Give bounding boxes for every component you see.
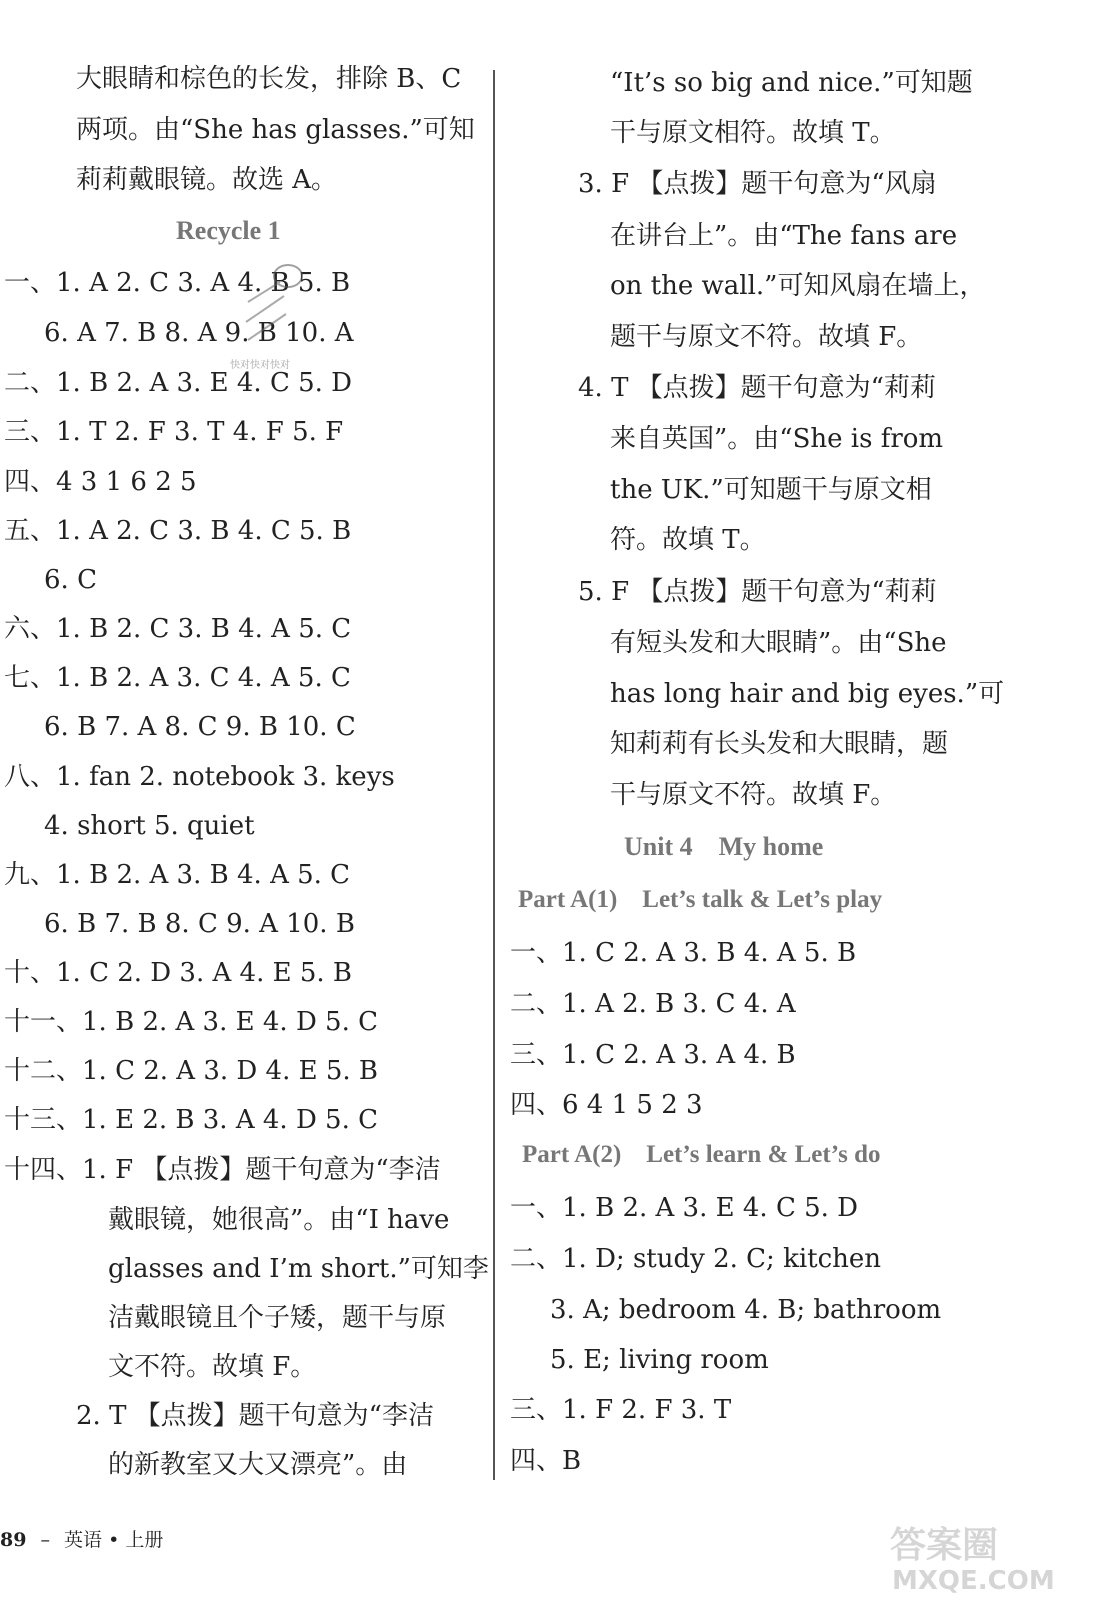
answer-line: 十、1. C 2. D 3. A 4. E 5. B: [4, 958, 353, 988]
answer-line: 四、6 4 1 5 2 3: [510, 1090, 703, 1120]
text-line: 干与原文相符。故填 T。: [610, 118, 896, 148]
stamp-text: 快对快对快对: [230, 360, 290, 371]
answer-line: 一、1. C 2. A 3. B 4. A 5. B: [510, 938, 857, 968]
answer-line: 九、1. B 2. A 3. B 4. A 5. C: [4, 860, 351, 890]
answer-line: 七、1. B 2. A 3. C 4. A 5. C: [4, 663, 351, 693]
text-line: has long hair and big eyes.”可: [610, 679, 1005, 709]
stamp-mark-icon: [228, 262, 308, 382]
footer-dash: –: [40, 1529, 50, 1551]
book-label: 英语 • 上册: [64, 1529, 164, 1551]
text-line: the UK.”可知题干与原文相: [610, 475, 932, 505]
text-line: 知莉莉有长头发和大眼睛，题: [610, 729, 949, 759]
recycle-heading: Recycle 1: [176, 216, 281, 245]
answer-line: 五、1. A 2. C 3. B 4. C 5. B: [4, 516, 352, 546]
answer-line: 6. B 7. A 8. C 9. B 10. C: [44, 712, 356, 742]
intro-line-3: 莉莉戴眼镜。故选 A。: [76, 165, 338, 195]
answer-line: 十三、1. E 2. B 3. A 4. D 5. C: [4, 1105, 379, 1135]
answer-line: 八、1. fan 2. notebook 3. keys: [4, 762, 395, 792]
answer-line: 二、1. B 2. A 3. E 4. C 5. D: [4, 368, 353, 398]
unit-heading: Unit 4 My home: [624, 832, 824, 861]
text-line: 5. F 【点拨】题干句意为“莉莉: [578, 577, 937, 607]
column-divider: [493, 70, 495, 1480]
answer-line: 文不符。故填 F。: [108, 1352, 317, 1382]
answer-line: 5. E; living room: [550, 1345, 769, 1375]
watermark-bottom-text: MXQE.COM: [892, 1566, 1055, 1595]
answer-line: 6. B 7. B 8. C 9. A 10. B: [44, 909, 355, 939]
answer-line: 二、1. A 2. B 3. C 4. A: [510, 989, 796, 1019]
answer-line: 十二、1. C 2. A 3. D 4. E 5. B: [4, 1056, 379, 1086]
page-number: 89: [0, 1529, 27, 1551]
answer-line: 十四、1. F 【点拨】题干句意为“李洁: [4, 1155, 441, 1185]
answer-line: 洁戴眼镜且个子矮，题干与原: [108, 1303, 447, 1333]
intro-line-1: 大眼睛和棕色的长发，排除 B、C: [76, 64, 462, 94]
text-line: 有短头发和大眼睛”。由“She: [610, 628, 947, 658]
answer-line: 六、1. B 2. C 3. B 4. A 5. C: [4, 614, 352, 644]
answer-line: 二、1. D; study 2. C; kitchen: [510, 1244, 882, 1274]
text-line: 在讲台上”。由“The fans are: [610, 221, 958, 251]
answer-line: 一、1. B 2. A 3. E 4. C 5. D: [510, 1193, 859, 1223]
answer-line: 三、1. T 2. F 3. T 4. F 5. F: [4, 417, 344, 447]
answer-line: 三、1. C 2. A 3. A 4. B: [510, 1040, 796, 1070]
answer-line: 6. A 7. B 8. A 9. B 10. A: [44, 318, 354, 348]
text-line: 4. T 【点拨】题干句意为“莉莉: [578, 373, 936, 403]
answer-line: 四、B: [510, 1446, 582, 1476]
page-footer: [0, 1525, 163, 1552]
watermark-logo: [882, 1515, 1072, 1595]
part-a2-heading: Part A(2) Let’s learn & Let’s do: [522, 1141, 881, 1168]
answer-line: 6. C: [44, 565, 97, 595]
text-line: 来自英国”。由“She is from: [610, 424, 944, 454]
answer-line: 4. short 5. quiet: [44, 811, 255, 841]
answer-line: 3. A; bedroom 4. B; bathroom: [550, 1295, 942, 1325]
text-line: 干与原文不符。故填 F。: [610, 780, 897, 810]
part-a1-heading: Part A(1) Let’s talk & Let’s play: [518, 886, 883, 913]
answer-line: 十一、1. B 2. A 3. E 4. D 5. C: [4, 1007, 379, 1037]
answer-line: 戴眼镜，她很高”。由“I have: [108, 1205, 450, 1235]
answer-line: 三、1. F 2. F 3. T: [510, 1395, 732, 1425]
answer-line: glasses and I’m short.”可知李: [108, 1254, 489, 1284]
text-line: “It’s so big and nice.”可知题: [610, 68, 973, 98]
answer-line: 四、4 3 1 6 2 5: [4, 467, 197, 497]
watermark-top-text: 答案圈: [890, 1525, 999, 1566]
text-line: 题干与原文不符。故填 F。: [610, 322, 923, 352]
answer-line: 2. T 【点拨】题干句意为“李洁: [76, 1401, 434, 1431]
text-line: on the wall.”可知风扇在墙上，: [610, 271, 986, 301]
answer-line: 一、1. A 2. C 3. A 4. B 5. B: [4, 268, 351, 298]
text-line: 符。故填 T。: [610, 525, 766, 555]
intro-line-2: 两项。由“She has glasses.”可知: [76, 115, 475, 145]
answer-line: 的新教室又大又漂亮”。由: [108, 1450, 408, 1480]
text-line: 3. F 【点拨】题干句意为“风扇: [578, 169, 937, 199]
